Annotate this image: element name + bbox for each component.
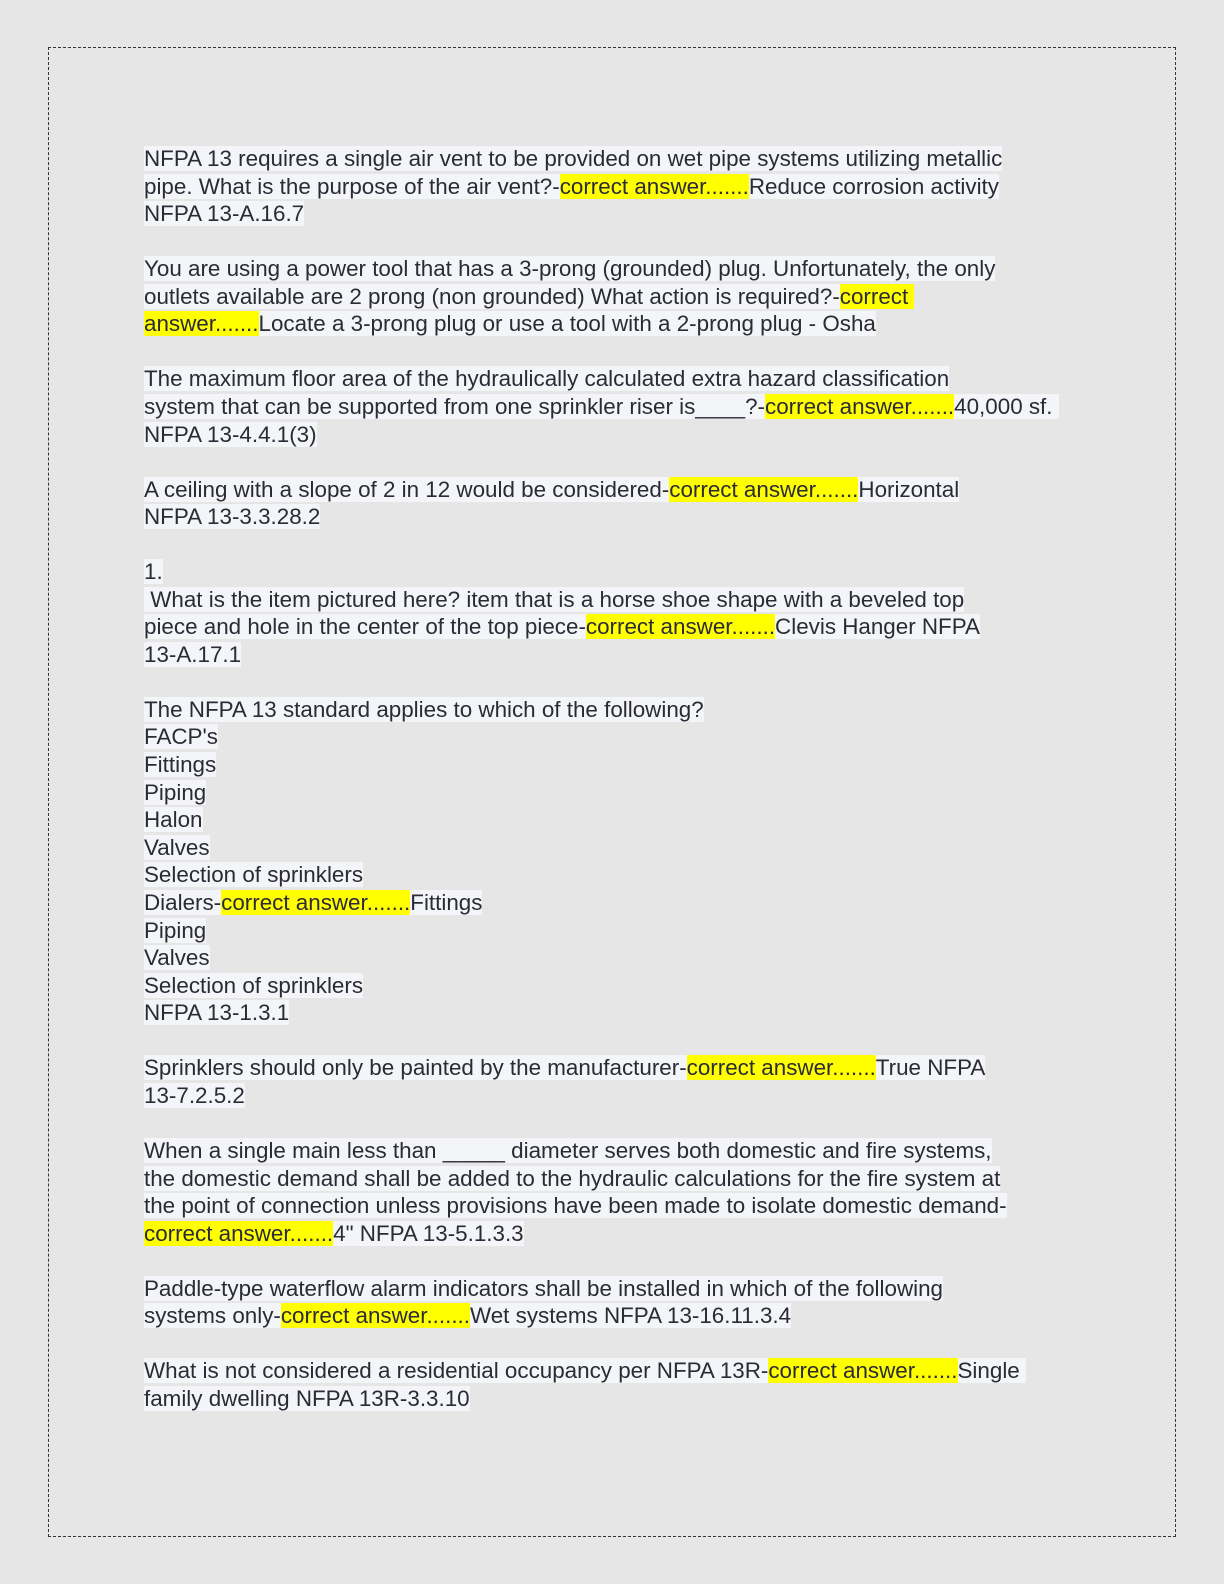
answer-marker: correct answer....... — [585, 614, 776, 640]
answer-text: Clevis Hanger NFPA 13-A.17.1 — [144, 614, 980, 667]
question-text: You are using a power tool that has a 3-prong (grounded) plug. Unfortunately, the only outlets available are 2 prong (non grounded) What action is required?- — [144, 256, 996, 309]
answer-text: Locate a 3-prong plug or use a tool with a 2-prong plug - Osha — [258, 311, 876, 337]
answer-marker: correct answer....... — [669, 476, 859, 502]
question-text: 1. What is the item pictured here? item that is a horse shoe shape with a beveled top piece and hole in the center of the top piece- — [144, 559, 965, 640]
answer-marker: correct answer....... — [221, 890, 411, 916]
qa-item — [144, 255, 1084, 338]
qa-item — [144, 558, 1084, 668]
answer-marker: correct answer....... — [559, 173, 749, 199]
answer-text: Single family dwelling NFPA 13R-3.3.10 — [144, 1358, 1026, 1411]
answer-marker: correct answer....... — [768, 1358, 958, 1384]
qa-item — [144, 696, 1084, 1027]
question-text: When a single main less than _____ diameter serves both domestic and fire systems, the domestic demand shall be added to the hydraulic calculations for the fire system at the point of connection unless provisions have been made to isolate domestic demand- — [144, 1137, 1007, 1219]
question-text: The maximum floor area of the hydraulically calculated extra hazard classification system that can be supported from one sprinkler riser is____?- — [144, 366, 950, 419]
answer-text: Wet systems NFPA 13-16.11.3.4 — [470, 1303, 792, 1329]
question-text: A ceiling with a slope of 2 in 12 would be considered- — [144, 476, 670, 502]
answer-text: Reduce corrosion activity NFPA 13-A.16.7 — [144, 173, 999, 227]
answer-marker: correct answer....... — [765, 393, 955, 419]
question-text: The NFPA 13 standard applies to which of the following? FACP's Fittings Piping Halon Valves Selection of sprinklers Dialers- — [144, 696, 704, 916]
question-text: Paddle-type waterflow alarm indicators shall be installed in which of the following systems only- — [144, 1275, 944, 1329]
qa-item — [144, 476, 1084, 531]
question-text: Sprinklers should only be painted by the manufacturer- — [144, 1055, 687, 1081]
answer-text: 4" NFPA 13-5.1.3.3 — [333, 1220, 524, 1246]
document-body — [144, 145, 1084, 1440]
question-text: What is not considered a residential occupancy per NFPA 13R- — [144, 1358, 769, 1384]
qa-item — [144, 1054, 1084, 1109]
qa-item — [144, 1275, 1084, 1330]
answer-marker: correct answer....... — [686, 1055, 876, 1081]
answer-text: 40,000 sf. NFPA 13-4.4.1(3) — [144, 393, 1059, 447]
answer-text: Fittings Piping Valves Selection of sprinklers NFPA 13-1.3.1 — [144, 890, 483, 1026]
question-text: NFPA 13 requires a single air vent to be provided on wet pipe systems utilizing metallic pipe. What is the purpose of the air vent?- — [144, 146, 1003, 199]
answer-text: True NFPA 13-7.2.5.2 — [144, 1055, 986, 1108]
qa-item — [144, 1137, 1084, 1247]
qa-item — [144, 365, 1084, 448]
answer-text: Horizontal NFPA 13-3.3.28.2 — [144, 476, 960, 530]
answer-marker: correct answer....... — [144, 1220, 334, 1246]
qa-item — [144, 1357, 1084, 1412]
answer-marker: correct answer....... — [280, 1303, 470, 1329]
answer-marker: correct answer....... — [144, 283, 915, 337]
qa-item — [144, 145, 1084, 228]
